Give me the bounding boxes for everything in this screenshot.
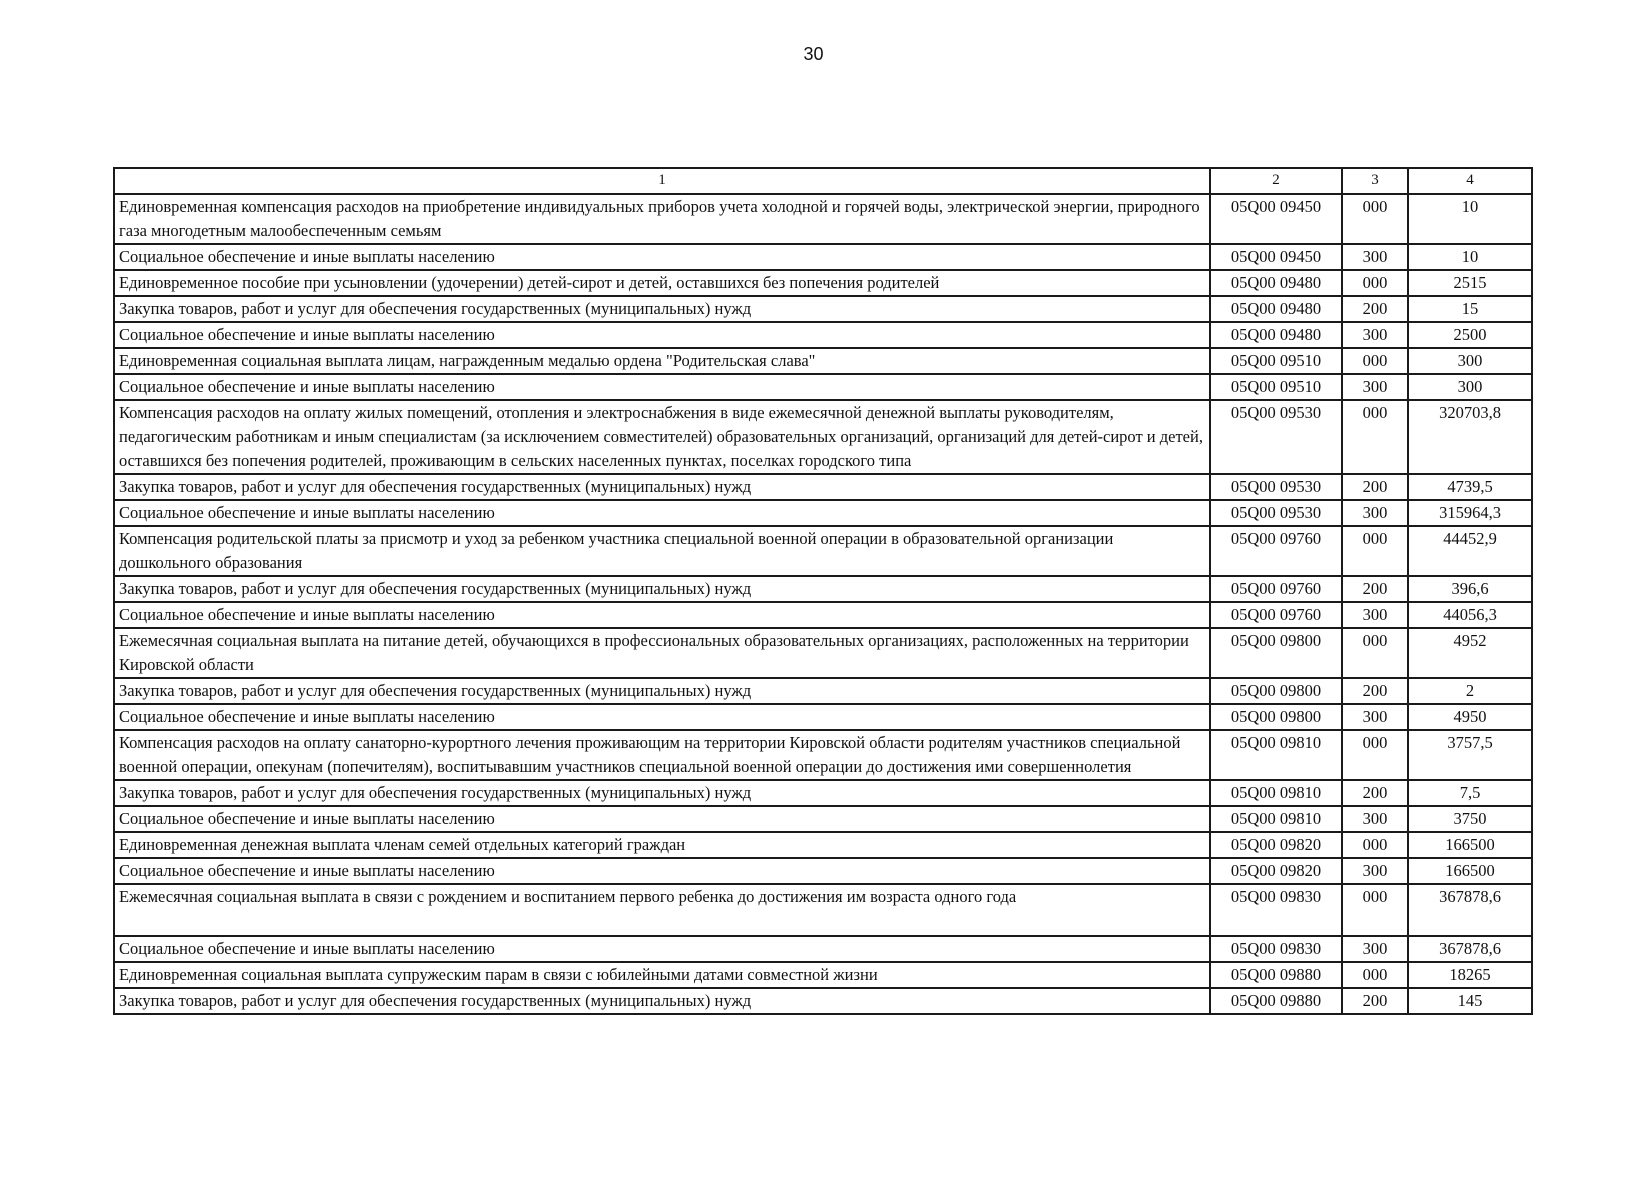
header-col-2: 2 bbox=[1210, 168, 1342, 194]
row-type-cell: 000 bbox=[1342, 348, 1408, 374]
row-name-cell: Единовременная социальная выплата супружеским парам в связи с юбилейными датами совместной жизни bbox=[114, 962, 1210, 988]
row-code-cell: 05Q00 09480 bbox=[1210, 296, 1342, 322]
row-code-cell: 05Q00 09450 bbox=[1210, 244, 1342, 270]
row-type-cell: 300 bbox=[1342, 374, 1408, 400]
row-amount-cell: 2500 bbox=[1408, 322, 1532, 348]
table-row bbox=[114, 962, 1532, 988]
row-code-cell: 05Q00 09480 bbox=[1210, 322, 1342, 348]
row-type-cell: 000 bbox=[1342, 628, 1408, 678]
budget-table bbox=[113, 167, 1533, 1015]
row-amount-cell: 2515 bbox=[1408, 270, 1532, 296]
table-row bbox=[114, 374, 1532, 400]
row-code-cell: 05Q00 09450 bbox=[1210, 194, 1342, 244]
row-code-cell: 05Q00 09510 bbox=[1210, 348, 1342, 374]
row-name-cell: Социальное обеспечение и иные выплаты населению bbox=[114, 936, 1210, 962]
row-amount-cell: 4739,5 bbox=[1408, 474, 1532, 500]
row-code-cell: 05Q00 09480 bbox=[1210, 270, 1342, 296]
row-type-cell: 200 bbox=[1342, 988, 1408, 1014]
row-amount-cell: 15 bbox=[1408, 296, 1532, 322]
row-code-cell: 05Q00 09810 bbox=[1210, 806, 1342, 832]
row-code-cell: 05Q00 09760 bbox=[1210, 576, 1342, 602]
row-amount-cell: 10 bbox=[1408, 244, 1532, 270]
row-amount-cell: 145 bbox=[1408, 988, 1532, 1014]
row-amount-cell: 396,6 bbox=[1408, 576, 1532, 602]
row-type-cell: 200 bbox=[1342, 780, 1408, 806]
row-name-cell: Ежемесячная социальная выплата в связи с рождением и воспитанием первого ребенка до достижения им возраста одного года bbox=[114, 884, 1210, 936]
row-name-cell: Закупка товаров, работ и услуг для обеспечения государственных (муниципальных) нужд bbox=[114, 296, 1210, 322]
row-amount-cell: 300 bbox=[1408, 374, 1532, 400]
table-row bbox=[114, 270, 1532, 296]
row-name-cell: Социальное обеспечение и иные выплаты населению bbox=[114, 500, 1210, 526]
table-row bbox=[114, 194, 1532, 244]
row-type-cell: 000 bbox=[1342, 400, 1408, 474]
row-amount-cell: 315964,3 bbox=[1408, 500, 1532, 526]
header-col-4: 4 bbox=[1408, 168, 1532, 194]
row-type-cell: 000 bbox=[1342, 730, 1408, 780]
row-code-cell: 05Q00 09880 bbox=[1210, 988, 1342, 1014]
row-code-cell: 05Q00 09800 bbox=[1210, 678, 1342, 704]
header-row bbox=[114, 168, 1532, 194]
row-name-cell: Компенсация расходов на оплату жилых помещений, отопления и электроснабжения в виде ежемесячной денежной выплаты руководителям, педагогическим работникам и иным специалистам (за исключением совместителей) образовательных организаций, организаций для детей-сирот и детей, оставшихся без попечения родителей, проживающим в сельских населенных пунктах, поселках городского типа bbox=[114, 400, 1210, 474]
row-name-cell: Компенсация родительской платы за присмотр и уход за ребенком участника специальной военной операции в образовательной организации дошкольного образования bbox=[114, 526, 1210, 576]
row-amount-cell: 4950 bbox=[1408, 704, 1532, 730]
row-amount-cell: 44452,9 bbox=[1408, 526, 1532, 576]
row-name-cell: Закупка товаров, работ и услуг для обеспечения государственных (муниципальных) нужд bbox=[114, 474, 1210, 500]
row-amount-cell: 7,5 bbox=[1408, 780, 1532, 806]
table-row bbox=[114, 936, 1532, 962]
table-row bbox=[114, 832, 1532, 858]
row-type-cell: 300 bbox=[1342, 858, 1408, 884]
table-header bbox=[114, 168, 1532, 194]
row-name-cell: Социальное обеспечение и иные выплаты населению bbox=[114, 322, 1210, 348]
row-name-cell: Единовременная социальная выплата лицам, награжденным медалью ордена "Родительская слава" bbox=[114, 348, 1210, 374]
row-name-cell: Закупка товаров, работ и услуг для обеспечения государственных (муниципальных) нужд bbox=[114, 678, 1210, 704]
table-row bbox=[114, 244, 1532, 270]
row-type-cell: 200 bbox=[1342, 474, 1408, 500]
table-row bbox=[114, 602, 1532, 628]
row-code-cell: 05Q00 09760 bbox=[1210, 602, 1342, 628]
table-row bbox=[114, 628, 1532, 678]
table-row bbox=[114, 704, 1532, 730]
row-name-cell: Закупка товаров, работ и услуг для обеспечения государственных (муниципальных) нужд bbox=[114, 576, 1210, 602]
row-type-cell: 300 bbox=[1342, 806, 1408, 832]
row-amount-cell: 166500 bbox=[1408, 858, 1532, 884]
row-name-cell: Ежемесячная социальная выплата на питание детей, обучающихся в профессиональных образовательных организациях, расположенных на территории Кировской области bbox=[114, 628, 1210, 678]
row-code-cell: 05Q00 09760 bbox=[1210, 526, 1342, 576]
row-name-cell: Социальное обеспечение и иные выплаты населению bbox=[114, 244, 1210, 270]
row-name-cell: Социальное обеспечение и иные выплаты населению bbox=[114, 704, 1210, 730]
row-code-cell: 05Q00 09820 bbox=[1210, 832, 1342, 858]
row-name-cell: Социальное обеспечение и иные выплаты населению bbox=[114, 858, 1210, 884]
table-body bbox=[114, 194, 1532, 1014]
row-type-cell: 300 bbox=[1342, 322, 1408, 348]
row-amount-cell: 4952 bbox=[1408, 628, 1532, 678]
row-code-cell: 05Q00 09810 bbox=[1210, 780, 1342, 806]
row-type-cell: 000 bbox=[1342, 962, 1408, 988]
row-code-cell: 05Q00 09530 bbox=[1210, 474, 1342, 500]
table-row bbox=[114, 500, 1532, 526]
row-amount-cell: 166500 bbox=[1408, 832, 1532, 858]
row-code-cell: 05Q00 09820 bbox=[1210, 858, 1342, 884]
row-type-cell: 000 bbox=[1342, 832, 1408, 858]
page-number: 30 bbox=[803, 44, 824, 64]
row-name-cell: Компенсация расходов на оплату санаторно-курортного лечения проживающим на территории Кировской области родителям участников специальной военной операции, опекунам (попечителям), воспитывавшим участников специальной военной операции до достижения ими совершеннолетия bbox=[114, 730, 1210, 780]
row-name-cell: Социальное обеспечение и иные выплаты населению bbox=[114, 602, 1210, 628]
header-col-1: 1 bbox=[114, 168, 1210, 194]
row-type-cell: 300 bbox=[1342, 936, 1408, 962]
row-name-cell: Социальное обеспечение и иные выплаты населению bbox=[114, 374, 1210, 400]
row-amount-cell: 367878,6 bbox=[1408, 936, 1532, 962]
row-name-cell: Закупка товаров, работ и услуг для обеспечения государственных (муниципальных) нужд bbox=[114, 988, 1210, 1014]
row-type-cell: 300 bbox=[1342, 602, 1408, 628]
row-name-cell: Единовременное пособие при усыновлении (удочерении) детей-сирот и детей, оставшихся без попечения родителей bbox=[114, 270, 1210, 296]
row-amount-cell: 2 bbox=[1408, 678, 1532, 704]
row-amount-cell: 3757,5 bbox=[1408, 730, 1532, 780]
table-row bbox=[114, 348, 1532, 374]
table-row bbox=[114, 678, 1532, 704]
row-name-cell: Единовременная компенсация расходов на приобретение индивидуальных приборов учета холодной и горячей воды, электрической энергии, природного газа многодетным малообеспеченным семьям bbox=[114, 194, 1210, 244]
row-code-cell: 05Q00 09880 bbox=[1210, 962, 1342, 988]
table-row bbox=[114, 296, 1532, 322]
table-row bbox=[114, 858, 1532, 884]
row-code-cell: 05Q00 09800 bbox=[1210, 704, 1342, 730]
row-code-cell: 05Q00 09510 bbox=[1210, 374, 1342, 400]
row-name-cell: Закупка товаров, работ и услуг для обеспечения государственных (муниципальных) нужд bbox=[114, 780, 1210, 806]
row-type-cell: 000 bbox=[1342, 270, 1408, 296]
table-row bbox=[114, 730, 1532, 780]
row-type-cell: 000 bbox=[1342, 194, 1408, 244]
header-col-3: 3 bbox=[1342, 168, 1408, 194]
row-code-cell: 05Q00 09530 bbox=[1210, 400, 1342, 474]
row-type-cell: 200 bbox=[1342, 296, 1408, 322]
row-amount-cell: 300 bbox=[1408, 348, 1532, 374]
row-code-cell: 05Q00 09830 bbox=[1210, 936, 1342, 962]
table-row bbox=[114, 780, 1532, 806]
row-type-cell: 000 bbox=[1342, 526, 1408, 576]
row-type-cell: 300 bbox=[1342, 244, 1408, 270]
row-name-cell: Единовременная денежная выплата членам семей отдельных категорий граждан bbox=[114, 832, 1210, 858]
row-type-cell: 300 bbox=[1342, 704, 1408, 730]
row-amount-cell: 44056,3 bbox=[1408, 602, 1532, 628]
row-name-cell: Социальное обеспечение и иные выплаты населению bbox=[114, 806, 1210, 832]
table-row bbox=[114, 806, 1532, 832]
table-row bbox=[114, 988, 1532, 1014]
table-row bbox=[114, 322, 1532, 348]
row-type-cell: 000 bbox=[1342, 884, 1408, 936]
row-amount-cell: 367878,6 bbox=[1408, 884, 1532, 936]
row-code-cell: 05Q00 09530 bbox=[1210, 500, 1342, 526]
row-code-cell: 05Q00 09810 bbox=[1210, 730, 1342, 780]
row-amount-cell: 18265 bbox=[1408, 962, 1532, 988]
table-row bbox=[114, 884, 1532, 936]
row-type-cell: 200 bbox=[1342, 678, 1408, 704]
row-amount-cell: 320703,8 bbox=[1408, 400, 1532, 474]
table-row bbox=[114, 526, 1532, 576]
table-row bbox=[114, 400, 1532, 474]
row-code-cell: 05Q00 09830 bbox=[1210, 884, 1342, 936]
table-row bbox=[114, 576, 1532, 602]
row-type-cell: 200 bbox=[1342, 576, 1408, 602]
row-amount-cell: 10 bbox=[1408, 194, 1532, 244]
table-row bbox=[114, 474, 1532, 500]
row-amount-cell: 3750 bbox=[1408, 806, 1532, 832]
row-type-cell: 300 bbox=[1342, 500, 1408, 526]
row-code-cell: 05Q00 09800 bbox=[1210, 628, 1342, 678]
